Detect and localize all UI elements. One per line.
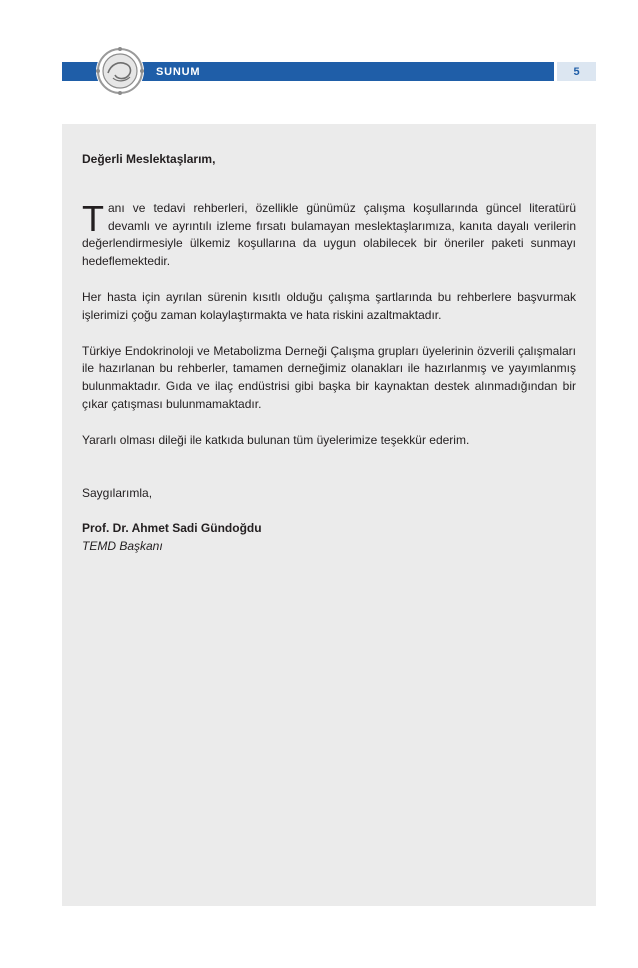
drop-cap: T — [82, 197, 104, 239]
society-logo-icon — [95, 46, 145, 96]
letter-closing: Saygılarımla, — [82, 485, 153, 500]
paragraph-contributors: Türkiye Endokrinoloji ve Metabolizma Derneği Çalışma grupları üyelerinin özverili çalışmaları ile hazırlanan bu rehberler, tamamen derneğimiz olanakları ile hazırlanmış ve yayımlanmış bulunmaktadır. Gıda ve ilaç endüstrisi gibi başka bir kaynaktan destek alınmadığından bir çıkar çatışması bulunmamaktadır. — [82, 343, 576, 411]
signer-name: Prof. Dr. Ahmet Sadi Gündoğdu — [82, 521, 262, 536]
section-title: SUNUM — [156, 66, 201, 78]
signer-title: TEMD Başkanı — [82, 539, 163, 554]
paragraph-usage: Her hasta için ayrılan sürenin kısıtlı olduğu çalışma şartlarında bu rehberlere başvurmak işlerimizi çoğu zaman kolaylaştırmakta ve hata riskini azaltmaktadır. — [82, 289, 576, 322]
paragraph-thanks: Yararlı olması dileği ile katkıda bulunan tüm üyelerimize teşekkür ederim. — [82, 432, 470, 447]
letter-body — [82, 151, 576, 556]
paragraph-intro-text: anı ve tedavi rehberleri, özellikle günümüz çalışma koşullarında güncel literatürü devamlı ve ayrıntılı izleme fırsatı bulamayan meslektaşlarımıza, kanıta dayalı verilerin değerlendirmesiyle ülkemiz koşullarına da uygun olabilecek bir öneriler paketi sunmayı hedeflemektedir. — [82, 200, 576, 269]
paragraph-intro — [82, 197, 576, 271]
letter-greeting: Değerli Meslektaşlarım, — [82, 152, 216, 166]
page-number: 5 — [557, 62, 596, 81]
